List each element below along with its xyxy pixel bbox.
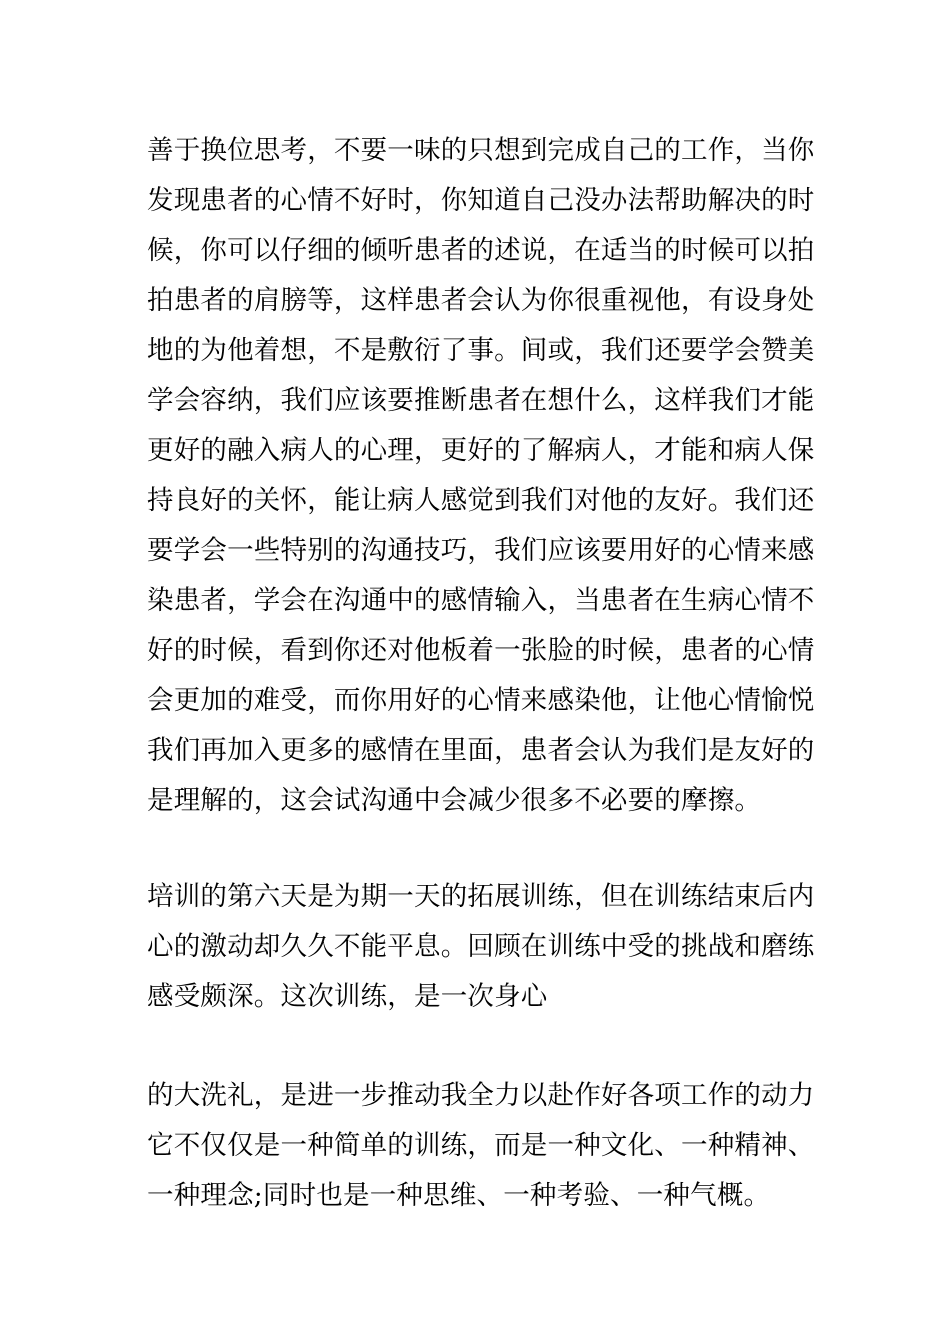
text-line: 候，你可以仔细的倾听患者的述说，在适当的时候可以拍 — [147, 235, 815, 266]
text-line: 是理解的，这会试沟通中会减少很多不必要的摩擦。 — [147, 785, 762, 816]
paragraph-2 — [147, 872, 817, 1022]
text-line: 培训的第六天是为期一天的拓展训练，但在训练结束后内 — [147, 881, 815, 912]
text-line: 好的时候，看到你还对他板着一张脸的时候，患者的心情 — [147, 635, 815, 666]
text-line: 染患者，学会在沟通中的感情输入，当患者在生病心情不 — [147, 585, 815, 616]
text-line: 感受颇深。这次训练，是一次身心 — [147, 981, 548, 1012]
text-line: 更好的融入病人的心理，更好的了解病人，才能和病人保 — [147, 435, 815, 466]
text-line: 发现患者的心情不好时，你知道自己没办法帮助解决的时 — [147, 185, 815, 216]
text-line: 心的激动却久久不能平息。回顾在训练中受的挑战和磨练 — [147, 931, 815, 962]
paragraph-3 — [147, 1071, 817, 1221]
text-line: 善于换位思考，不要一味的只想到完成自己的工作，当你 — [147, 135, 815, 166]
text-line: 的大洗礼，是进一步推动我全力以赴作好各项工作的动力 — [147, 1080, 815, 1111]
paragraph-1 — [147, 126, 817, 826]
text-line: 它不仅仅是一种简单的训练，而是一种文化、一种精神、 — [147, 1130, 815, 1161]
text-line: 会更加的难受，而你用好的心情来感染他，让他心情愉悦 — [147, 685, 815, 716]
text-line: 要学会一些特别的沟通技巧，我们应该要用好的心情来感 — [147, 535, 815, 566]
text-line: 我们再加入更多的感情在里面，患者会认为我们是友好的 — [147, 735, 815, 766]
text-line: 拍患者的肩膀等，这样患者会认为你很重视他，有设身处 — [147, 285, 815, 316]
text-line: 持良好的关怀，能让病人感觉到我们对他的友好。我们还 — [147, 485, 815, 516]
text-line: 一种理念;同时也是一种思维、一种考验、一种气概。 — [147, 1180, 771, 1211]
text-line: 学会容纳，我们应该要推断患者在想什么，这样我们才能 — [147, 385, 815, 416]
text-line: 地的为他着想，不是敷衍了事。间或，我们还要学会赞美 — [147, 335, 815, 366]
